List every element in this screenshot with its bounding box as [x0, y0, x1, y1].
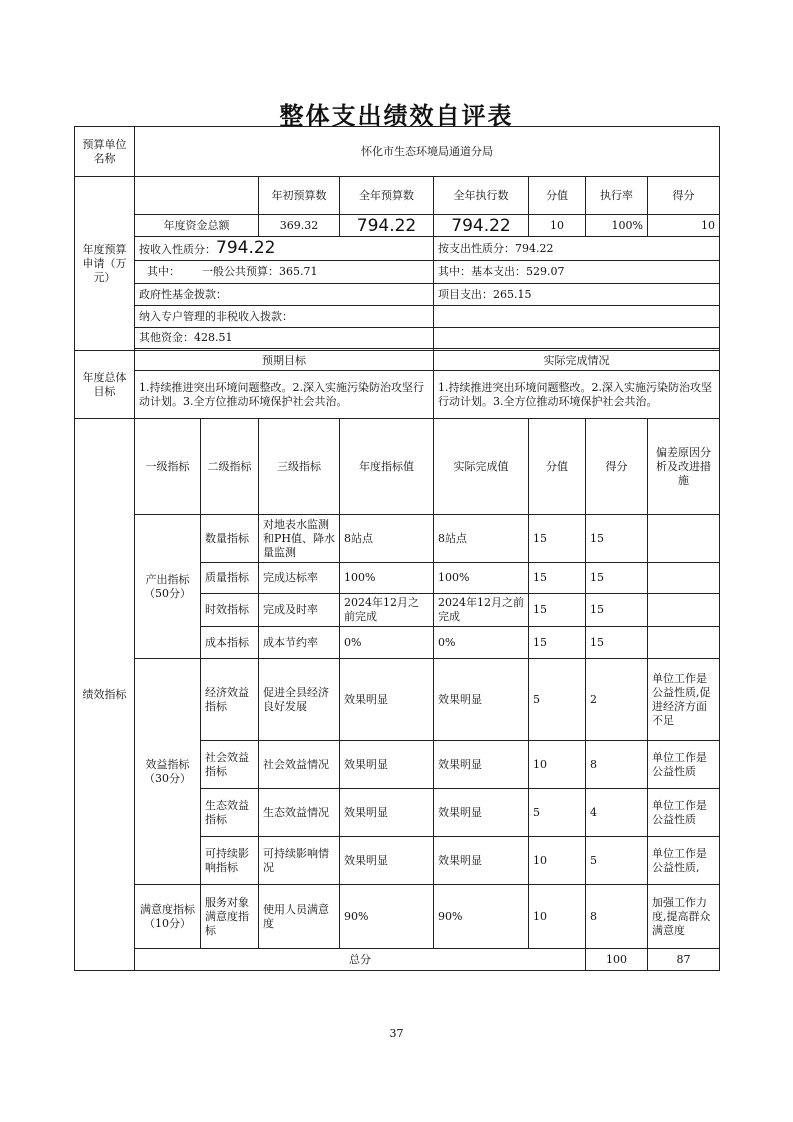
- level2-cell: 生态效益指标: [201, 789, 259, 837]
- target-cell: 2024年12月之前完成: [340, 594, 434, 627]
- actual-cell: 效果明显: [434, 659, 529, 741]
- total-score: 10: [529, 215, 586, 237]
- project-expense-label: 项目支出：: [438, 287, 493, 301]
- got-cell: 8: [586, 741, 648, 789]
- level2-cell: 成本指标: [201, 627, 259, 659]
- page-number: 37: [389, 1027, 404, 1040]
- page-title: 整体支出绩效自评表: [279, 102, 514, 130]
- actual-status-text: 1.持续推进突出环境问题整改。2.深入实施污染防治攻坚行动计划。3.全方位推动环境保护社会共治。: [434, 371, 720, 419]
- got-header-2: 得分: [586, 419, 648, 515]
- basic-expense-label: 其中：基本支出：: [438, 265, 526, 278]
- actual-cell: 2024年12月之前完成: [434, 594, 529, 627]
- actual-cell: 效果明显: [434, 741, 529, 789]
- got-cell: 5: [586, 837, 648, 885]
- unit-name: 怀化市生态环境局通道分局: [135, 127, 720, 177]
- other-funds: [135, 328, 434, 349]
- actual-cell: 90%: [434, 885, 529, 949]
- score-cell: 15: [529, 563, 586, 594]
- income-by-nature: [135, 237, 434, 261]
- got-cell: 15: [586, 627, 648, 659]
- total-exec: 794.22: [434, 215, 529, 237]
- expected-goal-text: 1.持续推进突出环境问题整改。2.深入实施污染防治攻坚行动计划。3.全方位推动环境保护社会共治。: [135, 371, 434, 419]
- actual-cell: 0%: [434, 627, 529, 659]
- public-budget: [135, 261, 434, 284]
- got-cell: 15: [586, 515, 648, 563]
- target-cell: 90%: [340, 885, 434, 949]
- level3-cell: 社会效益情况: [259, 741, 340, 789]
- actual-cell: 效果明显: [434, 837, 529, 885]
- reason-cell: 单位工作是公益性质,: [648, 837, 720, 885]
- income-by-nature-label: 按收入性质分：: [139, 242, 216, 256]
- level2-cell: 社会效益指标: [201, 741, 259, 789]
- other-funds-value: 428.51: [194, 331, 233, 344]
- reason-cell: 加强工作力度,提高群众满意度: [648, 885, 720, 949]
- project-expense-value: 265.15: [493, 287, 532, 301]
- total-got: 10: [648, 215, 720, 237]
- full-budget-header: 全年预算数: [340, 177, 434, 215]
- target-cell: 效果明显: [340, 659, 434, 741]
- actual-status-header: 实际完成情况: [434, 351, 720, 371]
- reason-cell: [648, 563, 720, 594]
- expense-by-nature-label: 按支出性质分：: [438, 241, 515, 255]
- got-cell: 4: [586, 789, 648, 837]
- total-full: 794.22: [340, 215, 434, 237]
- public-budget-value: 365.71: [279, 265, 318, 278]
- score-cell: 5: [529, 659, 586, 741]
- expense-by-nature-value: 794.22: [515, 241, 554, 255]
- expected-goal-header: 预期目标: [135, 351, 434, 371]
- initial-budget-header: 年初预算数: [259, 177, 340, 215]
- score-cell: 15: [529, 627, 586, 659]
- budget-section-label: 年度预算申请（万元）: [75, 177, 135, 351]
- benefit-label: 效益指标（30分）: [135, 659, 201, 885]
- level2-cell: 服务对象满意度指标: [201, 885, 259, 949]
- level3-header: 三级指标: [259, 419, 340, 515]
- level2-cell: 可持续影响指标: [201, 837, 259, 885]
- output-label: 产出指标（50分）: [135, 515, 201, 659]
- target-cell: 效果明显: [340, 789, 434, 837]
- non-tax: 纳入专户管理的非税收入拨款：: [135, 306, 434, 328]
- level3-cell: 可持续影响情况: [259, 837, 340, 885]
- reason-header: 偏差原因分析及改进措施: [648, 419, 720, 515]
- score-header: 分值: [529, 177, 586, 215]
- total-funds-label: 年度资金总额: [135, 215, 259, 237]
- actual-cell: 效果明显: [434, 789, 529, 837]
- level2-cell: 时效指标: [201, 594, 259, 627]
- level3-cell: 生态效益情况: [259, 789, 340, 837]
- total-score-value: 100: [586, 949, 648, 971]
- reason-cell: 单位工作是公益性质: [648, 741, 720, 789]
- got-cell: 2: [586, 659, 648, 741]
- public-budget-prefix: 其中：: [147, 265, 180, 278]
- performance-section-label: 绩效指标: [75, 419, 135, 971]
- level3-cell: 成本节约率: [259, 627, 340, 659]
- target-header: 年度指标值: [340, 419, 434, 515]
- reason-cell: [648, 515, 720, 563]
- total-initial: 369.32: [259, 215, 340, 237]
- income-by-nature-value: 794.22: [216, 237, 276, 258]
- score-cell: 10: [529, 885, 586, 949]
- score-header-2: 分值: [529, 419, 586, 515]
- level3-cell: 促进全县经济良好发展: [259, 659, 340, 741]
- level2-header: 二级指标: [201, 419, 259, 515]
- got-cell: 8: [586, 885, 648, 949]
- table-row: [75, 659, 720, 741]
- reason-cell: 单位工作是公益性质,促进经济方面不足: [648, 659, 720, 741]
- level2-cell: 经济效益指标: [201, 659, 259, 741]
- target-cell: 8站点: [340, 515, 434, 563]
- basic-expense: [434, 261, 720, 284]
- gov-fund: 政府性基金拨款：: [135, 284, 434, 306]
- level3-cell: 对地表水监测和PH值、降水量监测: [259, 515, 340, 563]
- actual-cell: 100%: [434, 563, 529, 594]
- other-funds-label: 其他资金：: [139, 331, 194, 344]
- level1-header: 一级指标: [135, 419, 201, 515]
- project-expense: [434, 284, 720, 306]
- level3-cell: 完成达标率: [259, 563, 340, 594]
- score-cell: 15: [529, 515, 586, 563]
- score-cell: 15: [529, 594, 586, 627]
- level3-cell: 使用人员满意度: [259, 885, 340, 949]
- total-got-value: 87: [648, 949, 720, 971]
- reason-cell: [648, 594, 720, 627]
- got-cell: 15: [586, 594, 648, 627]
- target-cell: 效果明显: [340, 837, 434, 885]
- exec-header: 全年执行数: [434, 177, 529, 215]
- total-rate: 100%: [586, 215, 648, 237]
- goals-section-label: 年度总体目标: [75, 351, 135, 419]
- actual-cell: 8站点: [434, 515, 529, 563]
- self-evaluation-table: [74, 126, 720, 971]
- basic-expense-value: 529.07: [526, 265, 565, 278]
- level2-cell: 数量指标: [201, 515, 259, 563]
- exec-rate-header: 执行率: [586, 177, 648, 215]
- reason-cell: [648, 627, 720, 659]
- target-cell: 效果明显: [340, 741, 434, 789]
- public-budget-label: 一般公共预算：: [202, 265, 279, 278]
- target-cell: 0%: [340, 627, 434, 659]
- unit-label: 预算单位名称: [75, 127, 135, 177]
- total-score-label: 总分: [135, 949, 586, 971]
- table-row: [75, 885, 720, 949]
- actual-header: 实际完成值: [434, 419, 529, 515]
- table-row: [75, 515, 720, 563]
- satisfaction-label: 满意度指标（10分）: [135, 885, 201, 949]
- score-cell: 10: [529, 741, 586, 789]
- level3-cell: 完成及时率: [259, 594, 340, 627]
- score-cell: 5: [529, 789, 586, 837]
- expense-by-nature: [434, 237, 720, 261]
- level2-cell: 质量指标: [201, 563, 259, 594]
- score-cell: 10: [529, 837, 586, 885]
- reason-cell: 单位工作是公益性质: [648, 789, 720, 837]
- got-header: 得分: [648, 177, 720, 215]
- target-cell: 100%: [340, 563, 434, 594]
- got-cell: 15: [586, 563, 648, 594]
